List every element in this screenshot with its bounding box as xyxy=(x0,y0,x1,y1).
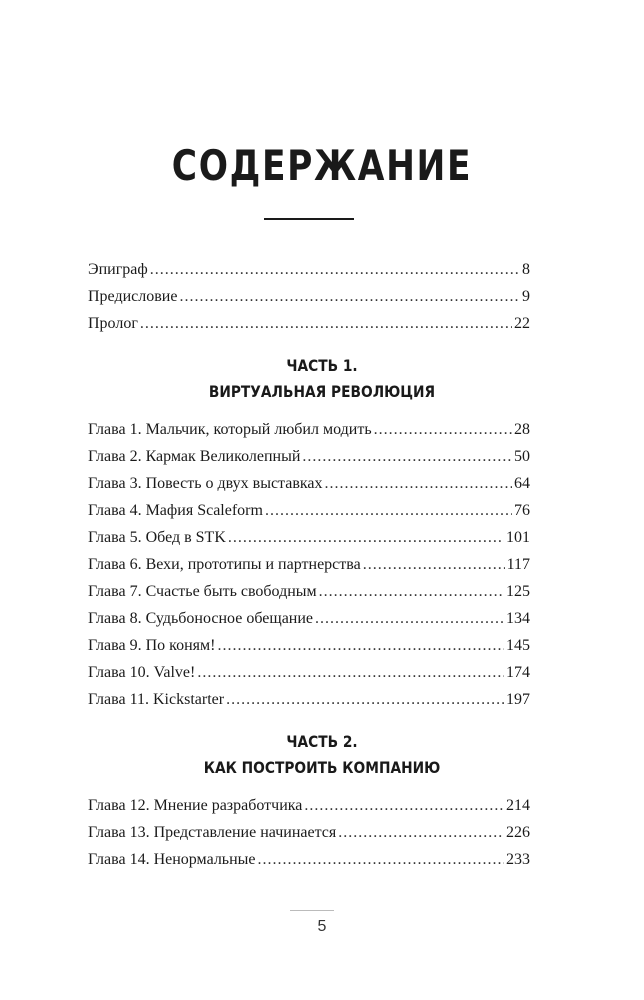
dot-leader xyxy=(217,633,504,659)
toc-entry-epigraph[interactable] xyxy=(88,257,530,283)
dot-leader xyxy=(363,552,505,578)
toc-entry-label: Глава 6. Вехи, прототипы и партнерства xyxy=(88,556,361,573)
toc-entry-label: Глава 13. Представление начинается xyxy=(88,824,337,841)
toc-entry-chapter-9[interactable] xyxy=(88,633,530,659)
toc-entry-label: Глава 3. Повесть о двух выставках xyxy=(88,475,323,492)
toc-entry-chapter-7[interactable] xyxy=(88,579,530,605)
toc-entry-page: 22 xyxy=(514,315,530,332)
toc-entry-chapter-10[interactable] xyxy=(88,660,530,686)
toc-entry-chapter-3[interactable] xyxy=(88,471,530,497)
toc-entry-label: Пролог xyxy=(88,315,138,332)
toc-entry-label: Глава 11. Kickstarter xyxy=(88,691,225,708)
toc-entry-label: Глава 2. Кармак Великолепный xyxy=(88,448,301,465)
dot-leader xyxy=(338,820,504,846)
part2-title: КАК ПОСТРОИТЬ КОМПАНИЮ xyxy=(203,758,441,777)
dot-leader xyxy=(226,687,504,713)
toc-entry-page: 76 xyxy=(514,502,530,519)
dot-leader xyxy=(374,417,512,443)
toc-entry-label: Эпиграф xyxy=(88,261,148,278)
toc-entry-page: 50 xyxy=(514,448,530,465)
toc-entry-page: 101 xyxy=(506,529,530,546)
toc-entry-chapter-1[interactable] xyxy=(88,417,530,443)
toc-entry-page: 214 xyxy=(506,797,530,814)
toc-entry-chapter-8[interactable] xyxy=(88,606,530,632)
toc-entry-chapter-4[interactable] xyxy=(88,498,530,524)
toc-entry-page: 28 xyxy=(514,421,530,438)
dot-leader xyxy=(140,311,512,337)
part1-number: ЧАСТЬ 1. xyxy=(286,356,358,375)
toc-entry-label: Глава 4. Мафия Scaleform xyxy=(88,502,263,519)
page-title: СОДЕРЖАНИЕ xyxy=(171,141,473,190)
toc-entry-page: 174 xyxy=(506,664,530,681)
toc-entry-page: 145 xyxy=(506,637,530,654)
toc-entry-chapter-14[interactable] xyxy=(88,847,530,873)
toc-entry-page: 134 xyxy=(506,610,530,627)
dot-leader xyxy=(315,606,504,632)
toc-entry-label: Глава 10. Valve! xyxy=(88,664,196,681)
page-number-divider xyxy=(290,910,334,911)
toc-entry-page: 8 xyxy=(522,261,530,278)
dot-leader xyxy=(265,498,512,524)
toc-entry-label: Глава 7. Счастье быть свободным xyxy=(88,583,317,600)
toc-entry-page: 64 xyxy=(514,475,530,492)
toc-entry-label: Глава 9. По коням! xyxy=(88,637,216,654)
toc-entry-page: 197 xyxy=(506,691,530,708)
dot-leader xyxy=(179,284,520,310)
toc-entry-page: 226 xyxy=(506,824,530,841)
toc-entry-chapter-5[interactable] xyxy=(88,525,530,551)
toc-entry-page: 125 xyxy=(506,583,530,600)
toc-entry-label: Глава 8. Судьбоносное обещание xyxy=(88,610,314,627)
part1-title: ВИРТУАЛЬНАЯ РЕВОЛЮЦИЯ xyxy=(208,382,436,401)
part2-number: ЧАСТЬ 2. xyxy=(286,732,358,751)
toc-entry-label: Глава 12. Мнение разработчика xyxy=(88,797,303,814)
toc-entry-label: Предисловие xyxy=(88,288,178,305)
dot-leader xyxy=(197,660,504,686)
page-number: 5 xyxy=(317,918,327,935)
toc-entry-label: Глава 14. Ненормальные xyxy=(88,851,256,868)
toc-entry-prologue[interactable] xyxy=(88,311,530,337)
toc-entry-page: 9 xyxy=(522,288,530,305)
dot-leader xyxy=(150,257,520,283)
toc-entry-chapter-6[interactable] xyxy=(88,552,530,578)
toc-entry-chapter-12[interactable] xyxy=(88,793,530,819)
dot-leader xyxy=(325,471,512,497)
toc-entry-label: Глава 1. Мальчик, который любил модить xyxy=(88,421,372,438)
dot-leader xyxy=(258,847,504,873)
toc-entry-chapter-2[interactable] xyxy=(88,444,530,470)
toc-entry-page: 117 xyxy=(506,556,530,573)
dot-leader xyxy=(319,579,504,605)
title-divider xyxy=(264,218,354,220)
toc-entry-page: 233 xyxy=(506,851,530,868)
toc-entry-preface[interactable] xyxy=(88,284,530,310)
toc-entry-chapter-13[interactable] xyxy=(88,820,530,846)
dot-leader xyxy=(304,793,504,819)
toc-entry-label: Глава 5. Обед в STK xyxy=(88,529,226,546)
dot-leader xyxy=(228,525,504,551)
dot-leader xyxy=(302,444,512,470)
toc-entry-chapter-11[interactable] xyxy=(88,687,530,713)
